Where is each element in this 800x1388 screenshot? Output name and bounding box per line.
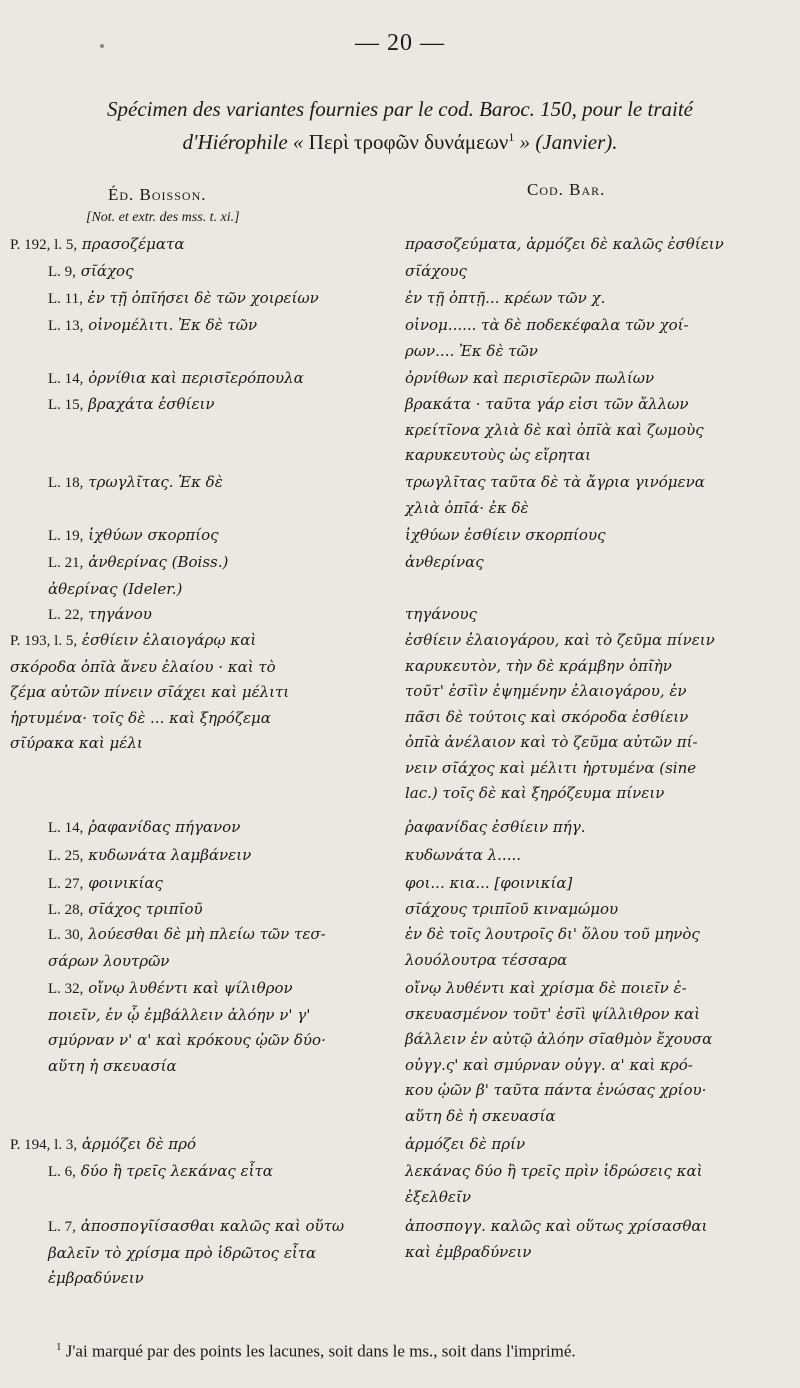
title-greek: Περὶ τροφῶν δυνάμεων <box>308 130 509 154</box>
left-cell <box>10 1132 390 1159</box>
edition-reading: πρασοζέματα <box>81 235 185 253</box>
edition-reading: οἰνομέλιτι. Ἐκ δὲ τῶν <box>88 316 258 334</box>
edition-reference: [Not. et extr. des mss. t. xi.] <box>86 210 240 225</box>
edition-reading: ἐσθίειν ἐλαιογάρῳ καὶ σκόροδα ὀπῖὰ ἄνευ ἐλαίου · καὶ τὸ ζέμα αὐτῶν πίνειν σῖάχει καὶ μέλιτι ἡρτυμένα· τοῖς δὲ ... καὶ ξηρόζεμα σῖύρακα καὶ μέλι <box>10 631 290 752</box>
codex-reading: ἀνθερίνας <box>405 553 484 571</box>
edition-reading: ἐν τῇ ὀπῖήσει δὲ τῶν χοιρείων <box>87 289 319 307</box>
line-ref: P. 192, l. 5, <box>10 237 78 253</box>
codex-reading: ῥαφανίδας ἐσθίειν πήγ. <box>405 818 586 836</box>
codex-reading: ὀρνίθων καὶ περισῖερῶν πωλίων <box>405 369 655 387</box>
line-ref: L. 21, <box>48 555 84 571</box>
codex-reading: τρωγλῖτας ταῦτα δὲ τὰ ἄγρια γινόμενα χλιὰ ὀπῖά· ἐκ δὲ <box>405 473 705 517</box>
edition-reading: ἀποσπογῖίσασθαι καλῶς καὶ οὕτω βαλεῖν τὸ χρίσμα πρὸ ἱδρῶτος εἶτα ἐμβραδύνειν <box>48 1217 345 1287</box>
left-cell <box>10 843 428 870</box>
left-cell <box>10 602 428 629</box>
left-cell <box>10 523 428 550</box>
codex-reading: φοι... κια... [φοινικία] <box>405 874 573 892</box>
left-cell <box>10 815 428 842</box>
left-cell <box>10 259 428 286</box>
footnote-mark: 1 <box>56 1341 62 1353</box>
edition-reading: ῥαφανίδας πήγανον <box>88 818 241 836</box>
title-line-2 <box>40 124 760 155</box>
edition-reading: τρωγλῖτας. Ἐκ δὲ <box>88 473 223 491</box>
codex-reading: ἐσθίειν ἐλαιογάρου, καὶ τὸ ζεῦμα πίνειν καρυκευτὸν, τὴν δὲ κράμβην ὀπῖὴν τοῦτ' ἐσῖὶν ἐψημένην ἐλαιογάρου, ἐν πᾶσι δὲ τούτοις καὶ σκόροδα ἐσθίειν ὀπῖὰ ἀνέλαιον καὶ τὸ ζεῦμα αὐτῶν πί- νειν σῖάχος καὶ μέλιτι ἡρτυμένα (sine lac.) τοῖς δὲ καὶ ξηρόζευμα πίνειν <box>405 631 715 802</box>
codex-reading: λεκάνας δύο ἢ τρεῖς πρὶν ἱδρώσεις καὶ ἐξελθεῖν <box>405 1162 703 1206</box>
codex-reading: ἁρμόζει δὲ πρίν <box>405 1135 526 1153</box>
line-ref: L. 32, <box>48 981 84 997</box>
left-cell <box>10 922 428 974</box>
edition-reading: βραχάτα ἐσθίειν <box>88 395 215 413</box>
edition-reading: δύο ἢ τρεῖς λεκάνας εἶτα <box>80 1162 273 1180</box>
edition-reading: ἀνθερίνας (Boiss.) ἀθερίνας (Ideler.) <box>48 553 229 598</box>
line-ref: L. 15, <box>48 397 84 413</box>
line-ref: P. 194, l. 3, <box>10 1137 78 1153</box>
edition-reading: οἴνῳ λυθέντι καὶ ψίλιθρον ποιεῖν, ἐν ᾧ ἐμβάλλειν ἀλόην ν' γ' σμύρναν ν' α' καὶ κρόκους ᾠῶν δύο· αὕτη ἡ σκευασία <box>48 979 326 1075</box>
codex-reading: σῖάχους τριπῖοῦ κιναμώμου <box>405 900 619 918</box>
codex-reading: οἴνῳ λυθέντι καὶ χρίσμα δὲ ποιεῖν ἐ- σκευασμένον τοῦτ' ἐσῖὶ ψίλλιθρον καὶ βάλλειν ἐν αὐτῷ ἀλόην σῖαθμὸν ἔχουσα οὐγγ.ς' καὶ σμύρναν οὐγγ. α' καὶ κρό- κου ᾠῶν β' ταῦτα πάντα ἑνώσας χρίου· αὕτη δὲ ἡ σκευασία <box>405 979 713 1125</box>
line-ref: L. 9, <box>48 264 76 280</box>
left-column-heading: Éd. Boisson. <box>108 185 207 204</box>
codex-reading: ἐν τῇ ὀπτῇ... κρέων τῶν χ. <box>405 289 606 307</box>
page-number: — 20 — <box>355 30 445 56</box>
left-cell <box>10 470 428 497</box>
codex-reading: κυδωνάτα λ..... <box>405 846 522 864</box>
line-ref: L. 27, <box>48 876 84 892</box>
line-ref: L. 25, <box>48 848 84 864</box>
edition-reading: κυδωνάτα λαμβάνειν <box>88 846 252 864</box>
line-ref: L. 11, <box>48 291 83 307</box>
footnote-text: J'ai marqué par des points les lacunes, soit dans le ms., soit dans l'imprimé. <box>61 1341 576 1361</box>
codex-reading: ἰχθύων ἐσθίειν σκορπίους <box>405 526 606 544</box>
left-cell <box>10 871 428 898</box>
edition-reading: ὀρνίθια καὶ περισῖερόπουλα <box>88 369 304 387</box>
line-ref: L. 28, <box>48 902 84 918</box>
codex-reading: ἐν δὲ τοῖς λουτροῖς δι' ὅλου τοῦ μηνὸς λουόλουτρα τέσσαρα <box>405 925 700 969</box>
left-cell <box>10 286 428 313</box>
left-cell <box>10 628 390 757</box>
line-ref: P. 193, l. 5, <box>10 633 78 649</box>
line-ref: L. 19, <box>48 528 84 544</box>
footnote <box>56 1341 776 1362</box>
right-column-heading: Cod. Bar. <box>527 180 606 199</box>
left-cell <box>10 232 390 259</box>
left-cell <box>10 366 428 393</box>
line-ref: L. 30, <box>48 927 84 943</box>
line-ref: L. 14, <box>48 371 84 387</box>
left-cell <box>10 392 428 419</box>
edition-reading: φοινικίας <box>88 874 163 892</box>
codex-reading: τηγάνους <box>405 605 478 623</box>
codex-reading: βρακάτα · ταῦτα γάρ εἰσι τῶν ἄλλων κρείτῖονα χλιὰ δὲ καὶ ὀπῖὰ καὶ ζωμοὺς καρυκευτοὺς ὡς εἴρηται <box>405 395 704 464</box>
title-line-1 <box>40 96 760 122</box>
codex-reading: πρασοζεύματα, ἁρμόζει δὲ καλῶς ἐσθίειν <box>405 235 724 253</box>
edition-reading: λούεσθαι δὲ μὴ πλείω τῶν τεσ- σάρων λουτρῶν <box>48 925 326 970</box>
line-ref: L. 7, <box>48 1219 76 1235</box>
title-text-2a: d'Hiérophile « <box>182 130 309 154</box>
edition-reading: σῖάχος <box>80 262 134 280</box>
title-text-2b: » (Janvier). <box>514 130 618 154</box>
left-cell <box>10 976 428 1079</box>
left-cell <box>10 897 428 924</box>
title-text-1: Spécimen des variantes fournies par le cod. Baroc. 150, pour le traité <box>107 97 693 121</box>
left-cell <box>10 313 428 340</box>
line-ref: L. 22, <box>48 607 84 623</box>
edition-reading: ἁρμόζει δὲ πρό <box>81 1135 197 1153</box>
edition-reading: ἰχθύων σκορπίος <box>88 526 219 544</box>
left-cell <box>10 1159 428 1186</box>
line-ref: L. 18, <box>48 475 84 491</box>
codex-reading: σῖάχους <box>405 262 467 280</box>
left-cell <box>10 550 428 602</box>
line-ref: L. 6, <box>48 1164 76 1180</box>
codex-reading: ἀποσπογγ. καλῶς καὶ οὕτως χρίσασθαι καὶ ἐμβραδύνειν <box>405 1217 708 1261</box>
footnote-ref: 1 <box>508 130 515 144</box>
edition-reading: σῖάχος τριπῖοῦ <box>88 900 203 918</box>
codex-reading: οἰνομ...... τὰ δὲ ποδεκέφαλα τῶν χοί- ρων.... Ἐκ δὲ τῶν <box>405 316 689 360</box>
line-ref: L. 14, <box>48 820 84 836</box>
edition-reading: τηγάνου <box>88 605 152 623</box>
left-cell <box>10 1214 428 1292</box>
line-ref: L. 13, <box>48 318 84 334</box>
